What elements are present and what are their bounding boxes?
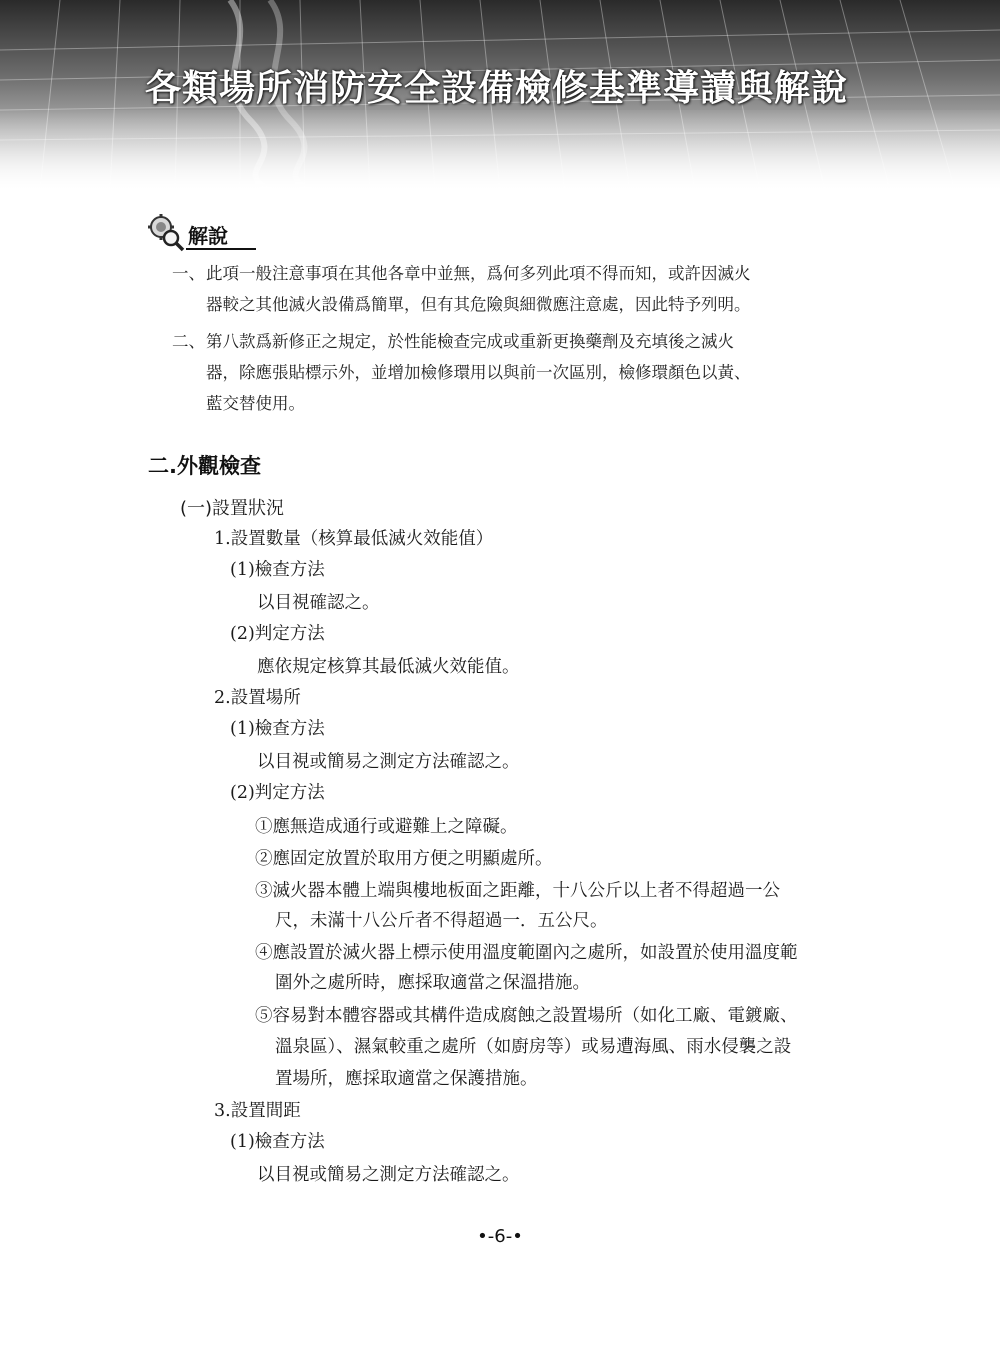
explain-item-2-line-3: 藍交替使用。 bbox=[206, 394, 305, 413]
item-1-judge-label: (2)判定方法 bbox=[230, 624, 325, 644]
explain-item-2-line-2: 器，除應張貼標示外，並增加檢修環用以與前一次區別，檢修環顏色以黃、 bbox=[206, 363, 751, 382]
judge-point-5-line-3: 置場所，應採取適當之保護措施。 bbox=[275, 1069, 538, 1089]
magnifier-gear-icon bbox=[146, 212, 186, 252]
book-title: 各類場所消防安全設備檢修基準導讀與解說 bbox=[145, 67, 849, 109]
explain-item-1-line-2: 器較之其他滅火設備爲簡單，但有其危險與細微應注意處，因此特予列明。 bbox=[206, 295, 751, 314]
item-2-title: 2.設置場所 bbox=[214, 688, 301, 708]
item-2-check-label: (1)檢查方法 bbox=[230, 719, 325, 739]
section-title: 二.外觀檢查 bbox=[148, 454, 261, 478]
item-1-check-label: (1)檢查方法 bbox=[230, 560, 325, 580]
judge-point-1: ①應無造成通行或避難上之障礙。 bbox=[255, 817, 518, 837]
explain-item-1 bbox=[172, 258, 872, 328]
explain-label: 解說 bbox=[188, 224, 228, 248]
explain-heading bbox=[146, 212, 256, 256]
item-1-judge-text: 應依規定核算其最低滅火效能值。 bbox=[257, 657, 520, 677]
item-3-check-label: (1)檢查方法 bbox=[230, 1132, 325, 1152]
explain-underline bbox=[186, 248, 256, 250]
item-1-title: 1.設置數量（核算最低滅火效能值） bbox=[214, 529, 494, 549]
item-1-check-text: 以目視確認之。 bbox=[257, 593, 380, 613]
sub-title: (一)設置狀況 bbox=[180, 498, 285, 519]
explain-item-1-marker: 一、 bbox=[172, 264, 205, 283]
judge-point-3-line-1: ③滅火器本體上端與樓地板面之距離，十八公斤以上者不得超過一公 bbox=[255, 881, 780, 901]
judge-point-3-line-2: 尺，未滿十八公斤者不得超過一．五公尺。 bbox=[275, 911, 608, 931]
judge-point-2: ②應固定放置於取用方便之明顯處所。 bbox=[255, 849, 553, 869]
explain-item-2-line-1: 第八款爲新修正之規定，於性能檢查完成或重新更換藥劑及充填後之滅火 bbox=[206, 332, 734, 351]
item-3-title: 3.設置間距 bbox=[214, 1101, 301, 1121]
explain-item-1-line-1: 此項一般注意事項在其他各章中並無，爲何多列此項不得而知，或許因滅火 bbox=[206, 264, 751, 283]
judge-point-4-line-2: 圍外之處所時，應採取適當之保溫措施。 bbox=[275, 973, 590, 993]
judge-point-5-line-2: 溫泉區）、濕氣較重之處所（如廚房等）或易遭海風、雨水侵襲之設 bbox=[275, 1037, 792, 1057]
explain-item-2-marker: 二、 bbox=[172, 332, 205, 351]
page-number: •-6-• bbox=[477, 1226, 523, 1247]
item-2-check-text: 以目視或簡易之測定方法確認之。 bbox=[257, 752, 520, 772]
judge-point-4-line-1: ④應設置於滅火器上標示使用溫度範圍內之處所，如設置於使用溫度範 bbox=[255, 943, 798, 963]
explain-item-2 bbox=[172, 326, 872, 426]
header-banner bbox=[0, 0, 1000, 190]
item-3-check-text: 以目視或簡易之測定方法確認之。 bbox=[257, 1165, 520, 1185]
judge-point-5-line-1: ⑤容易對本體容器或其構件造成腐蝕之設置場所（如化工廠、電鍍廠、 bbox=[255, 1006, 798, 1026]
item-2-judge-label: (2)判定方法 bbox=[230, 783, 325, 803]
